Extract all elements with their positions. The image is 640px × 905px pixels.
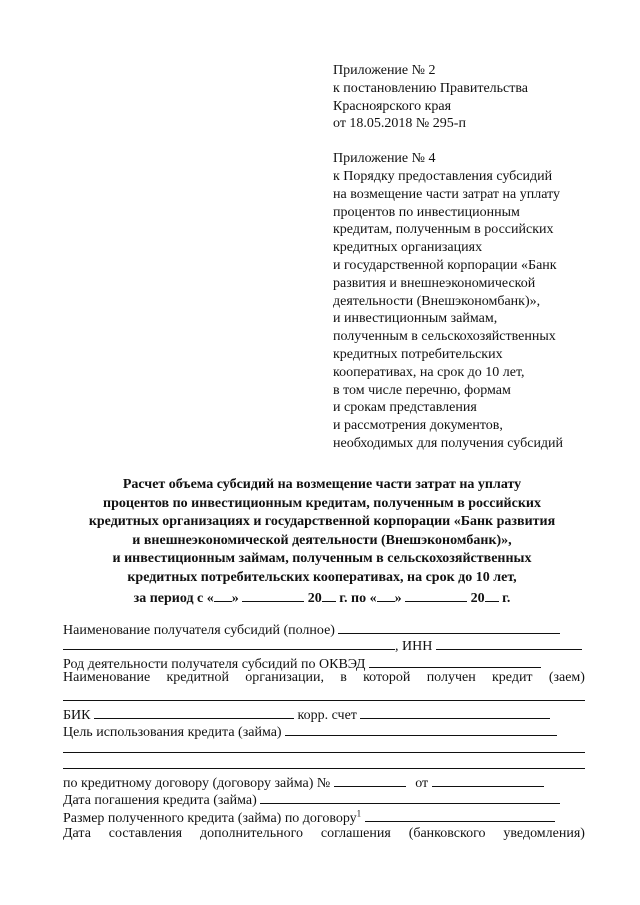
period-quote: »: [231, 590, 239, 606]
credit-org-word: организации,: [245, 670, 324, 685]
appendix-4-line: и срокам представления: [333, 400, 477, 416]
inn-field[interactable]: [436, 636, 582, 650]
appendix-4: [333, 150, 633, 453]
bik-field[interactable]: [94, 705, 294, 719]
agreement-word: уведомления): [503, 826, 585, 841]
period-end-day-field[interactable]: [377, 588, 395, 602]
credit-org-word: кредитной: [166, 670, 230, 685]
appendix-4-line: кредитных потребительских: [333, 346, 503, 362]
amount-field[interactable]: [365, 808, 555, 822]
appendix-4-line: и государственной корпорации «Банк: [333, 257, 557, 273]
appendix-4-line: полученным в сельскохозяйственных: [333, 329, 556, 345]
appendix-2-line: к постановлению Правительства: [333, 80, 529, 96]
title-line: кредитных потребительских кооперативах, на срок до 10 лет,: [127, 569, 517, 585]
bik-row: [63, 705, 585, 723]
purpose-field-line-2[interactable]: [63, 752, 585, 753]
credit-org-word: которой: [363, 670, 411, 685]
purpose-field-line-3[interactable]: [63, 768, 585, 769]
agreement-word: Дата: [63, 826, 91, 841]
agreement-word: составления: [108, 826, 183, 841]
contract-row: [63, 773, 585, 791]
korr-account-field[interactable]: [360, 705, 550, 719]
period-start-day-field[interactable]: [214, 588, 232, 602]
contract-label: по кредитному договору (договору займа) №: [63, 776, 331, 791]
inn-row: [63, 636, 585, 654]
period-end-year-field[interactable]: [485, 588, 499, 602]
appendix-4-line: к Порядку предоставления субсидий: [333, 168, 553, 184]
inn-label: , ИНН: [395, 639, 433, 654]
credit-org-word: кредит: [491, 670, 533, 685]
document-title: [52, 476, 592, 608]
appendix-4-line: процентов по инвестиционным: [333, 204, 520, 220]
appendix-4-line: кредитам, полученным в российских: [333, 222, 554, 238]
appendix-4-line: необходимых для получения субсидий: [333, 435, 564, 451]
appendix-4-line: и рассмотрения документов,: [333, 418, 503, 434]
title-line: процентов по инвестиционным кредитам, полученным в российских: [103, 495, 541, 511]
period-quote: »: [394, 590, 402, 606]
appendix-4-line: в том числе перечню, формам: [333, 382, 511, 398]
appendix-4-line: на возмещение части затрат на уплату: [333, 186, 561, 202]
repay-date-row: [63, 790, 585, 808]
credit-org-word: получен: [426, 670, 476, 685]
appendix-4-line: развития и внешнеэкономической: [333, 275, 536, 291]
period-suffix: г.: [502, 590, 511, 606]
period-start-year-field[interactable]: [322, 588, 336, 602]
bik-label: БИК: [63, 708, 91, 723]
appendix-4-line: кооперативах, на срок до 10 лет,: [333, 364, 525, 380]
credit-org-word: Наименование: [63, 670, 151, 685]
appendix-2-line: Красноярского края: [333, 98, 452, 114]
title-line: и инвестиционным займам, полученным в сельскохозяйственных: [112, 551, 532, 567]
appendix-2-line: Приложение № 2: [333, 63, 436, 78]
agreement-row: [63, 826, 585, 844]
repay-date-field[interactable]: [260, 790, 560, 804]
recipient-name-field[interactable]: [338, 620, 560, 634]
repay-date-label: Дата погашения кредита (займа): [63, 793, 257, 808]
period-start-month-field[interactable]: [242, 588, 304, 602]
korr-label: корр. счет: [297, 708, 357, 723]
amount-label: Размер полученного кредита (займа) по договору: [63, 811, 357, 826]
purpose-row: [63, 722, 585, 740]
contract-number-field[interactable]: [334, 773, 406, 787]
period-end-month-field[interactable]: [405, 588, 467, 602]
okved-label: Род деятельности получателя субсидий по ОКВЭД: [63, 657, 366, 672]
credit-org-row: [63, 670, 585, 688]
appendix-block: [333, 62, 633, 453]
purpose-label: Цель использования кредита (займа): [63, 725, 282, 740]
recipient-name-label: Наименование получателя субсидий (полное): [63, 623, 335, 638]
period-mid: г. по «: [339, 590, 377, 606]
credit-org-word: в: [340, 670, 347, 685]
title-line: и внешнеэкономической деятельности (Внешэкономбанк)»,: [132, 532, 512, 548]
agreement-word: соглашения: [320, 826, 391, 841]
period-prefix: за период с «: [133, 590, 214, 606]
title-line: кредитных организациях и государственной корпорации «Банк развития: [88, 514, 556, 530]
credit-org-field[interactable]: [63, 700, 585, 701]
appendix-2-line: от 18.05.2018 № 295-п: [333, 116, 466, 132]
contract-date-field[interactable]: [432, 773, 544, 787]
period-line: [52, 588, 592, 609]
agreement-word: (банковского: [408, 826, 486, 841]
agreement-word: дополнительного: [200, 826, 304, 841]
period-year-label: 20: [307, 590, 322, 606]
purpose-field[interactable]: [285, 722, 557, 736]
title-line: Расчет объема субсидий на возмещение части затрат на уплату: [122, 477, 522, 492]
footnote-mark: 1: [356, 808, 362, 819]
spacer: [333, 133, 633, 150]
appendix-4-line: и инвестиционным займам,: [333, 311, 498, 327]
appendix-4-line: кредитных организациях: [333, 240, 483, 256]
okved-field[interactable]: [369, 654, 541, 668]
appendix-4-line: деятельности (Внешэкономбанк)»,: [333, 293, 541, 309]
appendix-4-line: Приложение № 4: [333, 151, 436, 167]
period-year-label: 20: [470, 590, 485, 606]
credit-org-word: (заем): [548, 670, 585, 685]
amount-row: [63, 808, 585, 826]
from-label: от: [415, 776, 429, 791]
recipient-name-field-cont[interactable]: [63, 636, 395, 650]
appendix-2: [333, 62, 633, 133]
